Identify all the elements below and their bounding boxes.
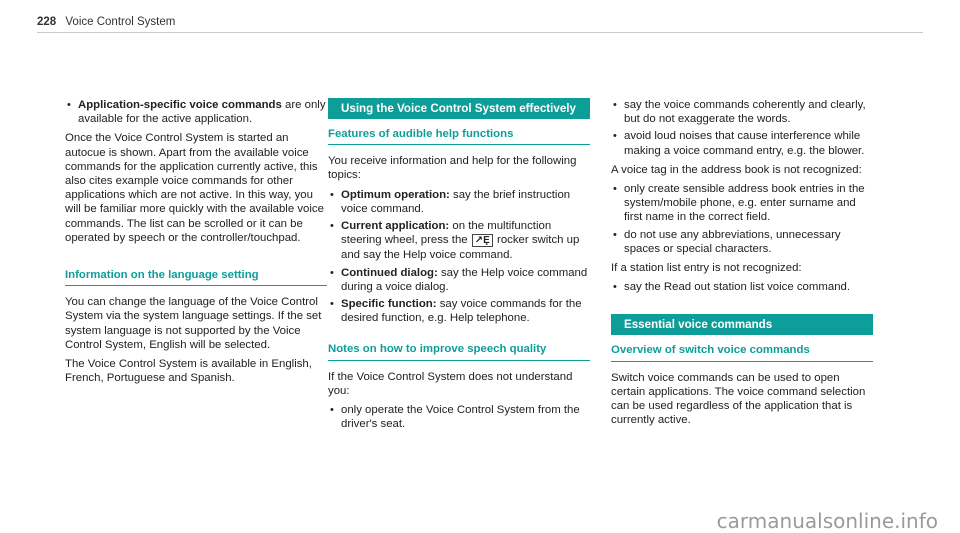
item-text: on the multifunction steering wheel, press the xyxy=(341,220,552,247)
section-band-essential-commands: Essential voice commands xyxy=(611,314,873,335)
item-lead: Continued dialog: xyxy=(341,266,438,279)
running-title: Voice Control System xyxy=(65,16,176,28)
section-heading-features: Features of audible help functions xyxy=(328,127,590,145)
item-text: say the Help voice command during a voice dialog. xyxy=(341,266,588,293)
header-rule xyxy=(37,32,923,33)
notes-intro: If the Voice Control System does not understand you: xyxy=(328,370,573,397)
list-item xyxy=(328,219,590,263)
page-number: 228 xyxy=(37,16,57,28)
bullet-lead: Application-specific voice commands xyxy=(78,99,282,111)
list-item: • only create sensible address book entries in the system/mobile phone, e.g. enter surname and first name in the correct field. xyxy=(611,182,873,225)
section-heading-switch: Overview of switch voice commands xyxy=(611,343,873,361)
section-band-effective-use: Using the Voice Control System effectively xyxy=(328,98,590,119)
item-text: rocker switch up and say the Help voice command. xyxy=(341,234,580,262)
bullet-text: are only available for the active application. xyxy=(78,99,326,126)
list-item xyxy=(328,297,590,325)
station-list-paragraph: If a station list entry is not recognized: xyxy=(611,262,802,275)
address-book-tips-list xyxy=(611,182,873,256)
list-item xyxy=(65,98,327,126)
voice-tag-paragraph: A voice tag in the address book is not recognized: xyxy=(611,163,862,176)
item-lead: Optimum operation: xyxy=(341,188,450,201)
page-header xyxy=(37,15,175,29)
list-item: • do not use any abbreviations, unnecessary spaces or special characters. xyxy=(611,228,873,256)
section-heading-language: Information on the language setting xyxy=(65,268,327,286)
column-2 xyxy=(328,98,590,436)
autocue-paragraph: Once the Voice Control System is started an autocue is shown. Apart from the available voice commands for the application currently active, this also cites example voice commands for other applications which are not active. In this way, you will be familiar more quickly with the available voice commands. The list can be scrolled or it can be operated by speech or the controller/touchpad. xyxy=(65,132,324,244)
voice-rocker-switch-icon: ↗Ȩ xyxy=(472,234,493,247)
section-heading-notes: Notes on how to improve speech quality xyxy=(328,342,590,360)
list-item: • say the Read out station list voice command. xyxy=(611,280,873,294)
list-item: • avoid loud noises that cause interference while making a voice command entry, e.g. the blower. xyxy=(611,129,873,157)
station-tips-list xyxy=(611,280,873,294)
list-item xyxy=(328,188,590,216)
watermark: carmanualsonline.info xyxy=(716,508,938,533)
list-item: • say the voice commands coherently and clearly, but do not exaggerate the words. xyxy=(611,98,873,126)
switch-paragraph: Switch voice commands can be used to open certain applications. The voice command selection can be used regardless of the application that is currently active. xyxy=(611,371,866,427)
list-item xyxy=(328,266,590,294)
notes-list xyxy=(328,403,590,431)
item-text: say the brief instruction voice command. xyxy=(341,188,571,215)
column-3 xyxy=(611,98,873,432)
features-intro: You receive information and help for the following topics: xyxy=(328,155,577,182)
item-lead: Current application: xyxy=(341,220,450,233)
column-1 xyxy=(65,98,327,390)
speech-tips-list xyxy=(611,98,873,158)
item-lead: Specific function: xyxy=(341,298,437,311)
language-paragraph: You can change the language of the Voice Control System via the system language settings. If the set system language is not supported by the Voice Control System, English will be selected. xyxy=(65,296,322,351)
app-commands-list xyxy=(65,98,327,126)
item-text: say voice commands for the desired function, e.g. Help telephone. xyxy=(341,298,582,325)
list-item: • only operate the Voice Control System from the driver's seat. xyxy=(328,403,590,431)
languages-available-paragraph: The Voice Control System is available in English, French, Portuguese and Spanish. xyxy=(65,358,312,385)
help-topics-list xyxy=(328,188,590,326)
